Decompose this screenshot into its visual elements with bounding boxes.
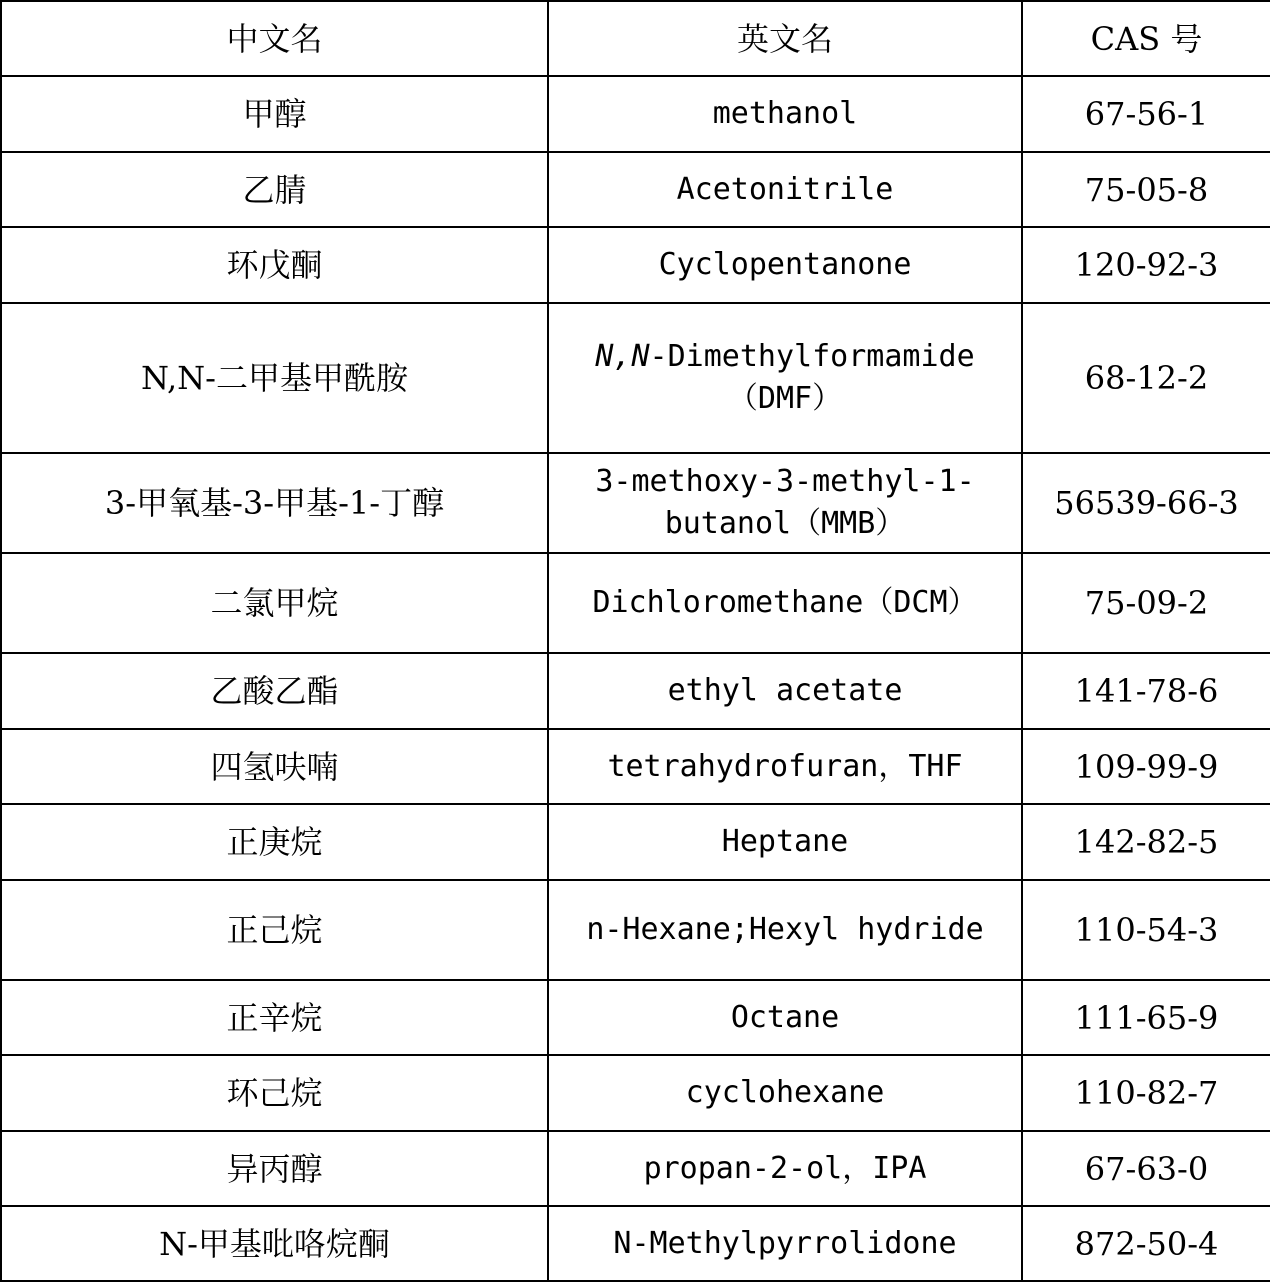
cas-number-cell: 141-78-6 xyxy=(1022,653,1270,729)
table-row xyxy=(1,453,1270,553)
header-english-name: 英文名 xyxy=(548,1,1022,76)
table-row xyxy=(1,1206,1270,1281)
english-name-cell: N-Methylpyrrolidone xyxy=(548,1206,1022,1281)
chinese-name-cell: 环己烷 xyxy=(1,1055,548,1131)
cas-number-cell: 56539-66-3 xyxy=(1022,453,1270,553)
table-row xyxy=(1,152,1270,227)
chinese-name-cell: 正辛烷 xyxy=(1,980,548,1055)
english-name-cell: Dichloromethane（DCM） xyxy=(548,553,1022,653)
italic-prefix: N,N xyxy=(595,339,650,374)
table-row xyxy=(1,653,1270,729)
chinese-name-cell: 正庚烷 xyxy=(1,804,548,880)
english-name-cell: Octane xyxy=(548,980,1022,1055)
cas-number-cell: 68-12-2 xyxy=(1022,303,1270,453)
header-cas-number: CAS 号 xyxy=(1022,1,1270,76)
chinese-name-cell: 3-甲氧基-3-甲基-1-丁醇 xyxy=(1,453,548,553)
chinese-name-cell: 乙腈 xyxy=(1,152,548,227)
english-name-cell: tetrahydrofuran，THF xyxy=(548,729,1022,804)
cas-number-cell: 67-56-1 xyxy=(1022,76,1270,152)
table-row xyxy=(1,880,1270,980)
header-chinese-name: 中文名 xyxy=(1,1,548,76)
cas-number-cell: 110-54-3 xyxy=(1022,880,1270,980)
english-name-text: 3-methoxy-3-methyl-1-butanol（MMB） xyxy=(595,464,975,541)
cas-number-cell: 110-82-7 xyxy=(1022,1055,1270,1131)
english-name-cell: methanol xyxy=(548,76,1022,152)
table-row xyxy=(1,553,1270,653)
cas-number-cell: 109-99-9 xyxy=(1022,729,1270,804)
cas-number-cell: 120-92-3 xyxy=(1022,227,1270,303)
cas-number-cell: 75-09-2 xyxy=(1022,553,1270,653)
chinese-name-cell: 甲醇 xyxy=(1,76,548,152)
english-name-cell: cyclohexane xyxy=(548,1055,1022,1131)
cas-number-cell: 75-05-8 xyxy=(1022,152,1270,227)
chinese-name-cell: 环戊酮 xyxy=(1,227,548,303)
table-row xyxy=(1,1131,1270,1206)
english-name-cell: Cyclopentanone xyxy=(548,227,1022,303)
table-row xyxy=(1,804,1270,880)
chinese-name-cell: 四氢呋喃 xyxy=(1,729,548,804)
chinese-name-cell: 乙酸乙酯 xyxy=(1,653,548,729)
table-row xyxy=(1,980,1270,1055)
table-row xyxy=(1,1055,1270,1131)
chinese-name-cell: 异丙醇 xyxy=(1,1131,548,1206)
table-row xyxy=(1,76,1270,152)
english-name-rest: -Dimethylformamide（DMF） xyxy=(649,339,975,416)
cas-number-cell: 142-82-5 xyxy=(1022,804,1270,880)
chinese-name-cell: 二氯甲烷 xyxy=(1,553,548,653)
cas-number-cell: 67-63-0 xyxy=(1022,1131,1270,1206)
cas-number-cell: 111-65-9 xyxy=(1022,980,1270,1055)
cas-number-cell: 872-50-4 xyxy=(1022,1206,1270,1281)
header-row xyxy=(1,1,1270,76)
chinese-name-cell: 正己烷 xyxy=(1,880,548,980)
chinese-name-cell: N-甲基吡咯烷酮 xyxy=(1,1206,548,1281)
table-row xyxy=(1,729,1270,804)
english-name-cell: ethyl acetate xyxy=(548,653,1022,729)
english-name-cell: Heptane xyxy=(548,804,1022,880)
english-name-cell xyxy=(548,453,1022,553)
english-name-cell: n-Hexane;Hexyl hydride xyxy=(548,880,1022,980)
english-name-cell: propan-2-ol，IPA xyxy=(548,1131,1022,1206)
table-row xyxy=(1,303,1270,453)
english-name-cell xyxy=(548,303,1022,453)
chinese-name-cell: N,N-二甲基甲酰胺 xyxy=(1,303,548,453)
english-name-cell: Acetonitrile xyxy=(548,152,1022,227)
table-row xyxy=(1,227,1270,303)
